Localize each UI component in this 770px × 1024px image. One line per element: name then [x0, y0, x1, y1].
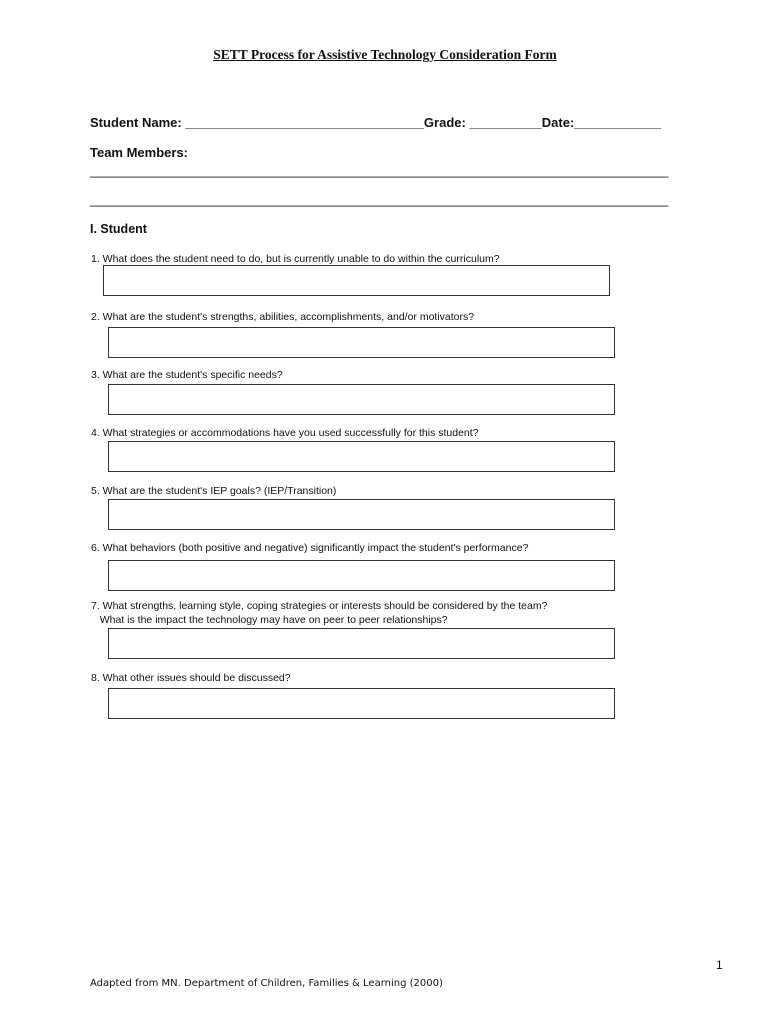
answer-box-8[interactable]: [108, 688, 615, 719]
answer-box-5[interactable]: [108, 499, 615, 530]
question-2: 2. What are the student's strengths, abilities, accomplishments, and/or motivators?: [91, 311, 475, 323]
question-1: 1. What does the student need to do, but is currently unable to do within the curriculum?: [91, 253, 500, 265]
question-7: 7. What strengths, learning style, coping strategies or interests should be considered by the team? What is the impact the technology may have on peer to peer relationships?: [91, 600, 548, 626]
question-6: 6. What behaviors (both positive and negative) significantly impact the student's performance?: [91, 542, 529, 554]
form-title: SETT Process for Assistive Technology Consideration Form: [213, 47, 557, 62]
answer-box-2[interactable]: [108, 327, 615, 358]
answer-box-7[interactable]: [108, 628, 615, 659]
question-4: 4. What strategies or accommodations have you used successfully for this student?: [91, 427, 479, 439]
answer-box-4[interactable]: [108, 441, 615, 472]
team-members-line-1: ________________________________________________________________________________: [90, 163, 669, 178]
team-members-line-2: ________________________________________________________________________________: [90, 192, 669, 207]
answer-box-1[interactable]: [103, 265, 610, 296]
answer-box-6[interactable]: [108, 560, 615, 591]
page-number: 1: [716, 958, 723, 972]
section-title-student: I. Student: [90, 222, 147, 236]
footer-credit: Adapted from MN. Department of Children, Families & Learning (2000): [90, 978, 443, 989]
team-members-label: Team Members:: [90, 145, 189, 160]
answer-box-3[interactable]: [108, 384, 615, 415]
question-5: 5. What are the student's IEP goals? (IEP/Transition): [91, 485, 337, 497]
question-8: 8. What other issues should be discussed?: [91, 672, 291, 684]
student-info-line: Student Name: _________________________________Grade: __________Date:____________: [90, 115, 662, 130]
question-3: 3. What are the student's specific needs?: [91, 369, 283, 381]
